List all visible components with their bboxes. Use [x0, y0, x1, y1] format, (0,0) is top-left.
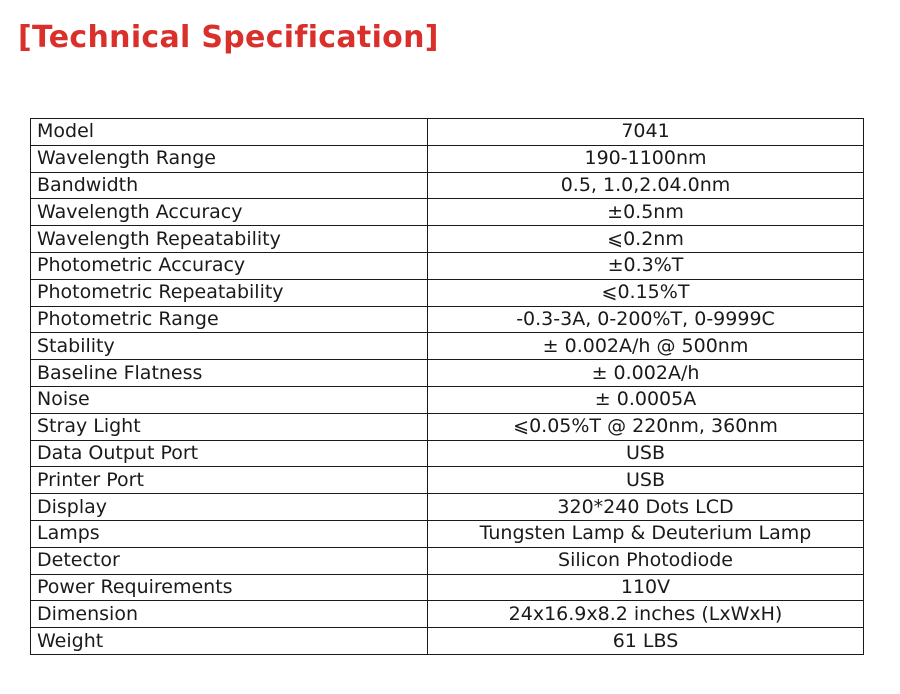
spec-value: ±0.5nm [428, 199, 864, 226]
spec-value: ± 0.002A/h [428, 360, 864, 387]
table-row [31, 386, 864, 413]
table-row [31, 574, 864, 601]
table-row [31, 172, 864, 199]
table-row [31, 145, 864, 172]
spec-label: Lamps [31, 520, 428, 547]
table-row [31, 467, 864, 494]
spec-value: ⩽0.2nm [428, 226, 864, 253]
spec-value: 190-1100nm [428, 145, 864, 172]
spec-label: Stability [31, 333, 428, 360]
spec-value: ⩽0.05%T @ 220nm, 360nm [428, 413, 864, 440]
spec-value: -0.3-3A, 0-200%T, 0-9999C [428, 306, 864, 333]
table-row [31, 119, 864, 146]
spec-label: Photometric Repeatability [31, 279, 428, 306]
spec-value: Silicon Photodiode [428, 547, 864, 574]
spec-label: Detector [31, 547, 428, 574]
spec-value: USB [428, 440, 864, 467]
table-row [31, 494, 864, 521]
spec-value: Tungsten Lamp & Deuterium Lamp [428, 520, 864, 547]
table-row [31, 628, 864, 655]
spec-label: Photometric Range [31, 306, 428, 333]
spec-label: Baseline Flatness [31, 360, 428, 387]
spec-value: 0.5, 1.0,2.04.0nm [428, 172, 864, 199]
spec-value: 320*240 Dots LCD [428, 494, 864, 521]
spec-label: Bandwidth [31, 172, 428, 199]
spec-label: Wavelength Repeatability [31, 226, 428, 253]
spec-value: ± 0.0005A [428, 386, 864, 413]
spec-label: Photometric Accuracy [31, 252, 428, 279]
spec-label: Power Requirements [31, 574, 428, 601]
spec-label: Data Output Port [31, 440, 428, 467]
spec-label: Model [31, 119, 428, 146]
table-row [31, 440, 864, 467]
spec-value: ⩽0.15%T [428, 279, 864, 306]
spec-label: Display [31, 494, 428, 521]
spec-label: Dimension [31, 601, 428, 628]
page-title: [Technical Specification] [18, 20, 439, 55]
spec-value: 61 LBS [428, 628, 864, 655]
table-row [31, 306, 864, 333]
spec-label: Wavelength Range [31, 145, 428, 172]
spec-label: Wavelength Accuracy [31, 199, 428, 226]
spec-value: 7041 [428, 119, 864, 146]
table-row [31, 333, 864, 360]
spec-label: Noise [31, 386, 428, 413]
table-row [31, 360, 864, 387]
table-row [31, 199, 864, 226]
spec-label: Weight [31, 628, 428, 655]
spec-table [30, 118, 864, 655]
spec-value: 24x16.9x8.2 inches (LxWxH) [428, 601, 864, 628]
table-row [31, 226, 864, 253]
table-row [31, 601, 864, 628]
table-row [31, 520, 864, 547]
spec-value: USB [428, 467, 864, 494]
table-row [31, 547, 864, 574]
spec-value: ± 0.002A/h @ 500nm [428, 333, 864, 360]
table-row [31, 413, 864, 440]
spec-label: Printer Port [31, 467, 428, 494]
spec-value: 110V [428, 574, 864, 601]
spec-label: Stray Light [31, 413, 428, 440]
table-row [31, 252, 864, 279]
table-row [31, 279, 864, 306]
spec-value: ±0.3%T [428, 252, 864, 279]
